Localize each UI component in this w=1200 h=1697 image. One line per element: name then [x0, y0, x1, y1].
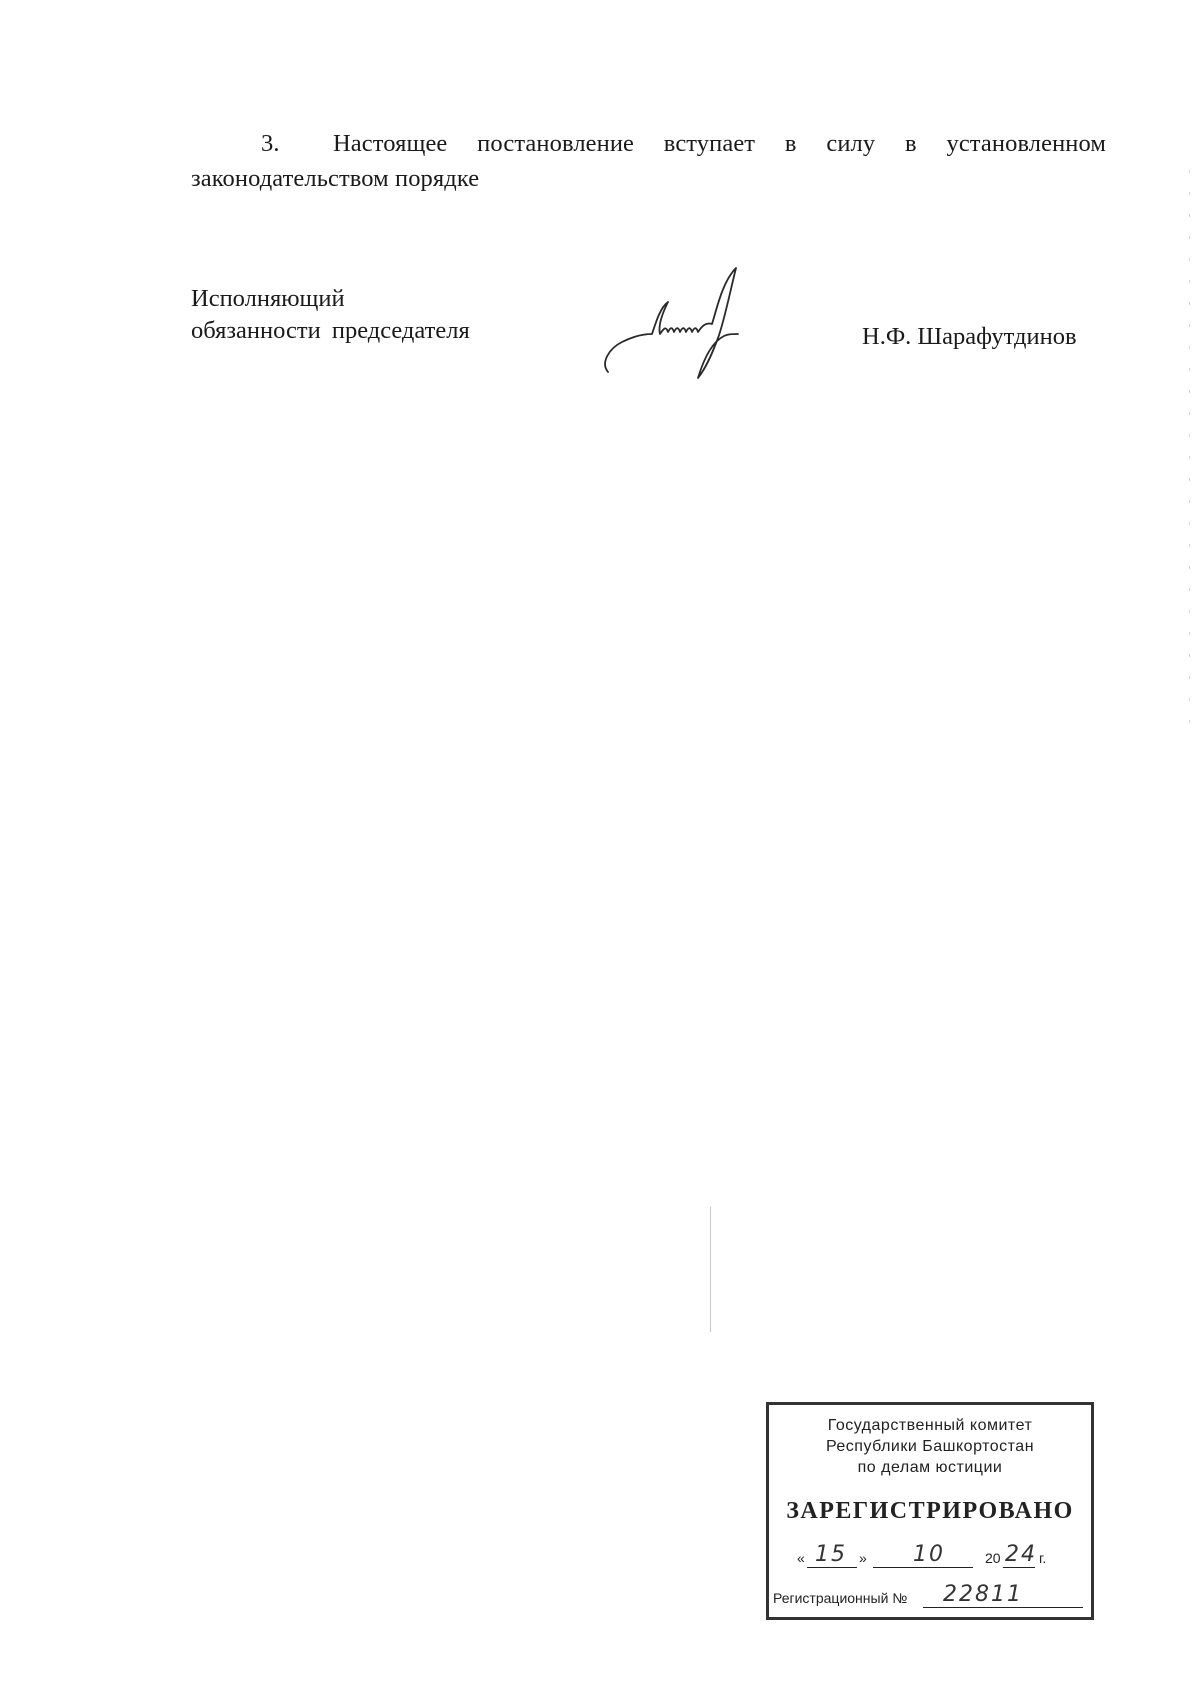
handwritten-signature	[600, 262, 740, 382]
stamp-date	[797, 1542, 1077, 1572]
stamp-day: 15	[815, 1542, 847, 1567]
paragraph-item-3	[191, 126, 1106, 196]
reg-number: 22811	[943, 1582, 1023, 1607]
signatory-name: Н.Ф. Шарафутдинов	[862, 323, 1077, 350]
stamp-organization	[769, 1415, 1091, 1478]
registration-stamp	[766, 1402, 1094, 1620]
role-line-2: обязанности председателя	[191, 317, 470, 344]
year-prefix: 20	[985, 1550, 1001, 1566]
item-number: 3.	[261, 130, 280, 157]
scan-artifact-line	[710, 1207, 711, 1332]
stamp-org-line-3: по делам юстиции	[857, 1459, 1003, 1476]
quote-close: »	[859, 1550, 867, 1566]
stamp-org-line-2: Республики Башкортостан	[825, 1438, 1035, 1455]
stamp-org-line-1: Государственный комитет	[827, 1417, 1033, 1434]
stamp-title: ЗАРЕГИСТРИРОВАНО	[786, 1498, 1074, 1524]
stamp-year: 24	[1005, 1542, 1037, 1567]
reg-label: Регистрационный №	[773, 1590, 908, 1606]
year-unit: г.	[1039, 1550, 1047, 1566]
signatory-role	[191, 283, 470, 347]
item-text: Настоящее постановление вступает в силу в установленном законодательством порядке	[191, 130, 1106, 192]
stamp-registration	[773, 1582, 1089, 1612]
role-line-1: Исполняющий	[191, 285, 345, 312]
scan-edge-dots	[1189, 170, 1190, 730]
stamp-month: 10	[913, 1542, 945, 1567]
quote-open: «	[797, 1550, 805, 1566]
